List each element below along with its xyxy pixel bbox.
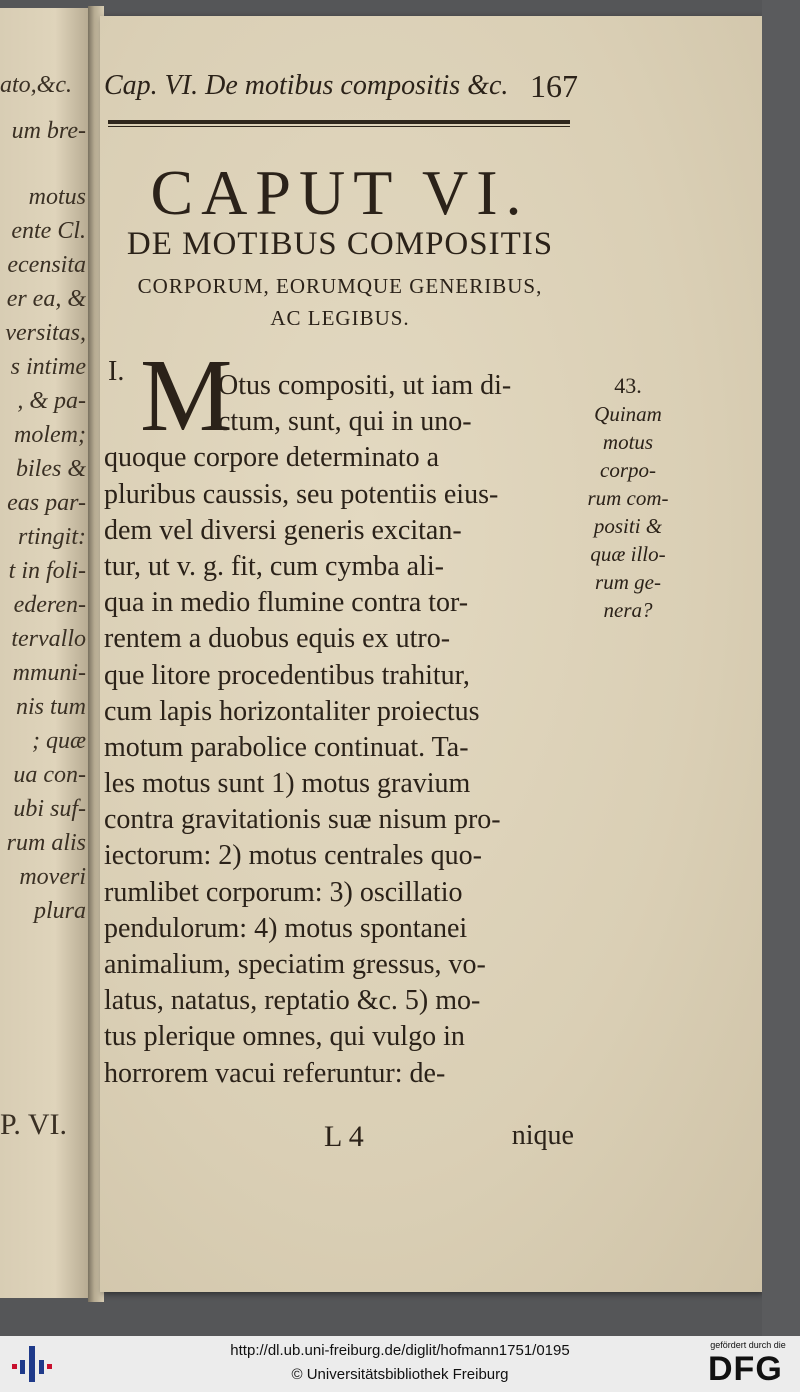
copyright-text: © Universitätsbibliothek Freiburg	[291, 1366, 509, 1383]
left-page-line: moveri	[19, 864, 86, 890]
left-page-line: ente Cl.	[11, 218, 86, 244]
left-facing-page	[0, 8, 92, 1298]
page-number: 167	[530, 68, 578, 104]
body-line: contra gravitationis suæ nisum pro-	[104, 804, 501, 836]
chapter-subtitle-line: CORPORUM, EORUMQUE GENERIBUS,	[137, 274, 543, 298]
margin-note-line: corpo-	[600, 458, 656, 482]
body-line: rumlibet corporum: 3) oscillatio	[104, 876, 463, 908]
body-line: horrorem vacui referuntur: de-	[104, 1057, 446, 1089]
margin-note-line: nera?	[603, 598, 653, 622]
footer-bar	[0, 1336, 800, 1392]
left-page-line: rtingit:	[17, 524, 86, 550]
body-line: iectorum: 2) motus centrales quo-	[104, 840, 482, 872]
left-page-line: , & pa-	[17, 388, 86, 414]
left-page-line: t in foli-	[8, 558, 86, 584]
chapter-subtitle-line: AC LEGIBUS.	[270, 306, 410, 330]
left-page-line: eas par-	[7, 490, 86, 516]
body-line: ctum, sunt, qui in uno-	[218, 406, 472, 438]
margin-note-line: rum com-	[587, 486, 669, 510]
body-line: que litore procedentibus trahitur,	[104, 659, 470, 691]
body-line: dem vel diversi generis excitan-	[104, 514, 462, 546]
dfg-caption: gefördert durch die	[710, 1340, 786, 1350]
catchword: nique	[511, 1120, 574, 1151]
left-page-line: rum alis	[6, 830, 86, 856]
body-line: rentem a duobus equis ex utro-	[104, 623, 451, 655]
running-head	[104, 68, 578, 104]
section-number: I.	[108, 356, 125, 387]
left-page-line: ; quæ	[32, 728, 86, 754]
dfg-logo	[702, 1340, 794, 1388]
body-line: pluribus caussis, seu potentiis eius-	[104, 478, 499, 510]
left-page-line: mmuni-	[12, 660, 86, 686]
left-page-line: er ea, &	[6, 286, 86, 312]
body-line: qua in medio flumine contra tor-	[104, 587, 469, 619]
margin-note-line: rum ge-	[595, 570, 661, 594]
margin-note-line: motus	[602, 430, 654, 454]
left-page-line: um bre-	[11, 118, 86, 144]
body-line: quoque corpore determinato a	[104, 442, 440, 474]
left-page-line: motus	[28, 184, 86, 210]
body-line: tus plerique omnes, qui vulgo in	[104, 1021, 465, 1053]
left-page-line: ua con-	[13, 762, 86, 788]
left-page-footer: P. VI.	[0, 1108, 67, 1141]
dfg-logo-mark: DFG	[708, 1350, 783, 1388]
viewer-background-edge	[762, 0, 800, 1336]
permalink-url[interactable]: http://dl.ub.uni-freiburg.de/diglit/hofmann1751/0195	[230, 1342, 570, 1359]
margin-note	[578, 372, 678, 624]
left-page-line: biles &	[16, 456, 86, 482]
body-line: animalium, speciatim gressus, vo-	[104, 949, 486, 980]
left-page-line: versitas,	[5, 320, 86, 346]
margin-note-number: 43.	[614, 373, 642, 398]
body-line: cum lapis horizontaliter proiectus	[104, 695, 480, 727]
margin-note-line: Quinam	[594, 402, 662, 426]
left-page-line: ubi suf-	[13, 796, 86, 822]
left-page-line: ederen-	[13, 592, 86, 618]
body-line: latus, natatus, reptatio &c. 5) mo-	[104, 985, 481, 1017]
body-line: Otus compositi, ut iam di-	[218, 370, 512, 401]
left-page-line: ecensita	[7, 252, 86, 278]
left-page-header: ato,&c.	[0, 72, 72, 98]
margin-note-line: quæ illo-	[590, 542, 666, 566]
body-line: les motus sunt 1) motus gravium	[104, 768, 471, 800]
chapter-title: CAPUT VI.	[150, 157, 530, 228]
left-page-line: plura	[33, 898, 86, 924]
signature-mark: L 4	[324, 1120, 364, 1153]
right-page	[100, 16, 762, 1292]
drop-cap: M	[140, 338, 233, 453]
running-head-text: Cap. VI. De motibus compositis &c.	[104, 70, 509, 101]
chapter-subtitle-line: DE MOTIBUS COMPOSITIS	[126, 226, 554, 262]
left-page-line: molem;	[14, 422, 86, 448]
header-rule-thin	[108, 126, 570, 127]
margin-note-line: positi &	[593, 514, 663, 538]
left-page-line: nis tum	[15, 694, 86, 720]
body-line: motum parabolice continuat. Ta-	[104, 731, 469, 763]
body-line: tur, ut v. g. fit, cum cymba ali-	[104, 550, 444, 582]
left-page-line: s intime	[10, 354, 86, 380]
body-line: pendulorum: 4) motus spontanei	[104, 912, 468, 944]
header-rule	[108, 120, 570, 124]
left-page-line: tervallo	[11, 626, 86, 652]
body-text	[104, 368, 574, 1092]
